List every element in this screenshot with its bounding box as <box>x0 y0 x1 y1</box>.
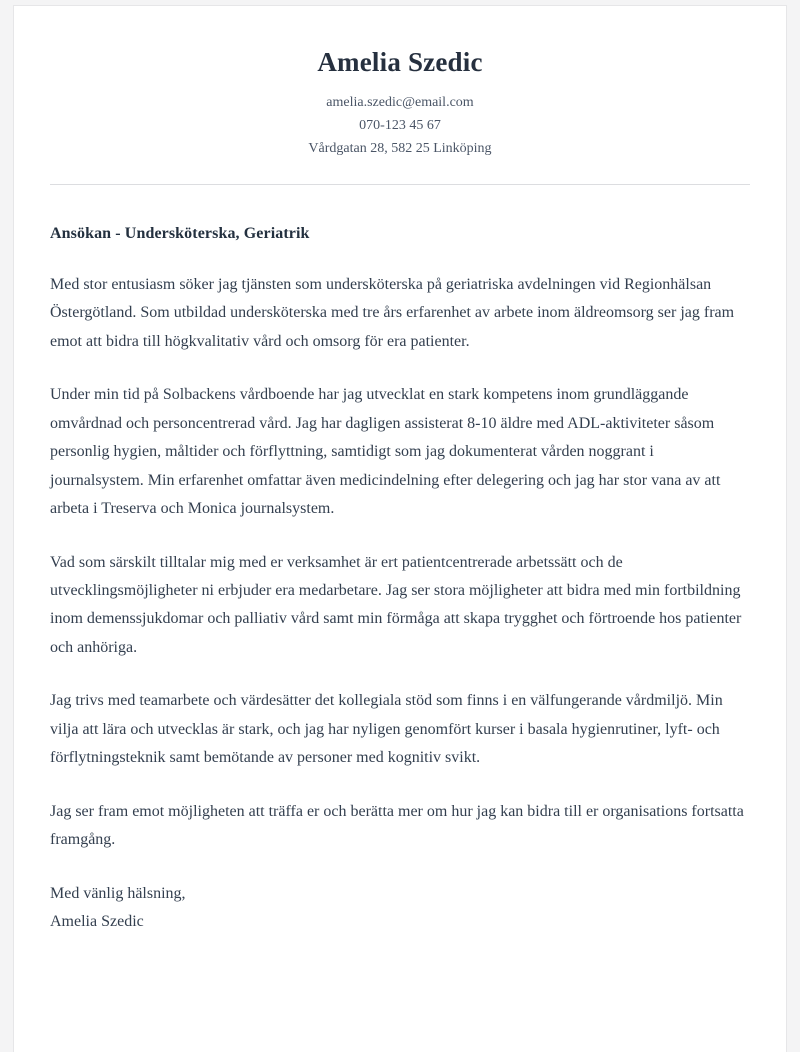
document-content <box>14 6 786 937</box>
letter-subject: Ansökan - Undersköterska, Geriatrik <box>50 225 310 243</box>
contact-email: amelia.szedic@email.com <box>326 95 474 111</box>
letter-paragraph-5: Jag ser fram emot möjligheten att träffa er och berätta mer om hur jag kan bidra till er organisations fortsatta framgång. <box>50 802 744 849</box>
letter-closing <box>50 880 750 937</box>
letter-paragraph-4: Jag trivs med teamarbete och värdesätter det kollegiala stöd som finns i en välfungerande vårdmiljö. Min vilja att lära och utvecklas är stark, och jag har nyligen genomfört kurser i basala hygienrutiner, lyft- och förflytningsteknik samt bemötande av personer med kognitiv svikt. <box>50 692 723 767</box>
signature-name: Amelia Szedic <box>50 913 144 931</box>
letter-paragraph-2: Under min tid på Solbackens vårdboende har jag utvecklat en stark kompetens inom grundläggande omvårdnad och personcentrerad vård. Jag har dagligen assisterat 8-10 äldre med ADL-aktiviteter såsom personlig hygien, måltider och förflyttning, samtidigt som jag dokumenterat vården noggrant i journalsystem. Min erfarenhet omfattar även medicindelning efter delegering och jag har stor vana av att arbeta i Treserva och Monica journalsystem. <box>50 386 721 518</box>
letter-header <box>50 42 750 160</box>
contact-address: Vårdgatan 28, 582 25 Linköping <box>308 140 492 156</box>
letter-paragraph-3: Vad som särskilt tilltalar mig med er verksamhet är ert patientcentrerade arbetssätt och de utvecklingsmöjligheter ni erbjuder era medarbetare. Jag ser stora möjligheter att bidra med min fortbildning inom demenssjukdomar och palliativ vård samt min förmåga att skapa trygghet och förtroende hos patienter och anhöriga. <box>50 553 742 656</box>
closing-salutation: Med vänlig hälsning, <box>50 884 186 902</box>
document-page <box>13 5 787 1052</box>
letter-paragraph-1: Med stor entusiasm söker jag tjänsten som undersköterska på geriatriska avdelningen vid Regionhälsan Östergötland. Som utbildad undersköterska med tre års erfarenhet av arbete inom äldreomsorg ser jag fram emot att bidra till högkvalitativ vård och omsorg för era patienter. <box>50 275 735 350</box>
header-divider <box>50 184 750 185</box>
page-title: Amelia Szedic <box>317 47 483 77</box>
contact-phone: 070-123 45 67 <box>359 118 441 134</box>
